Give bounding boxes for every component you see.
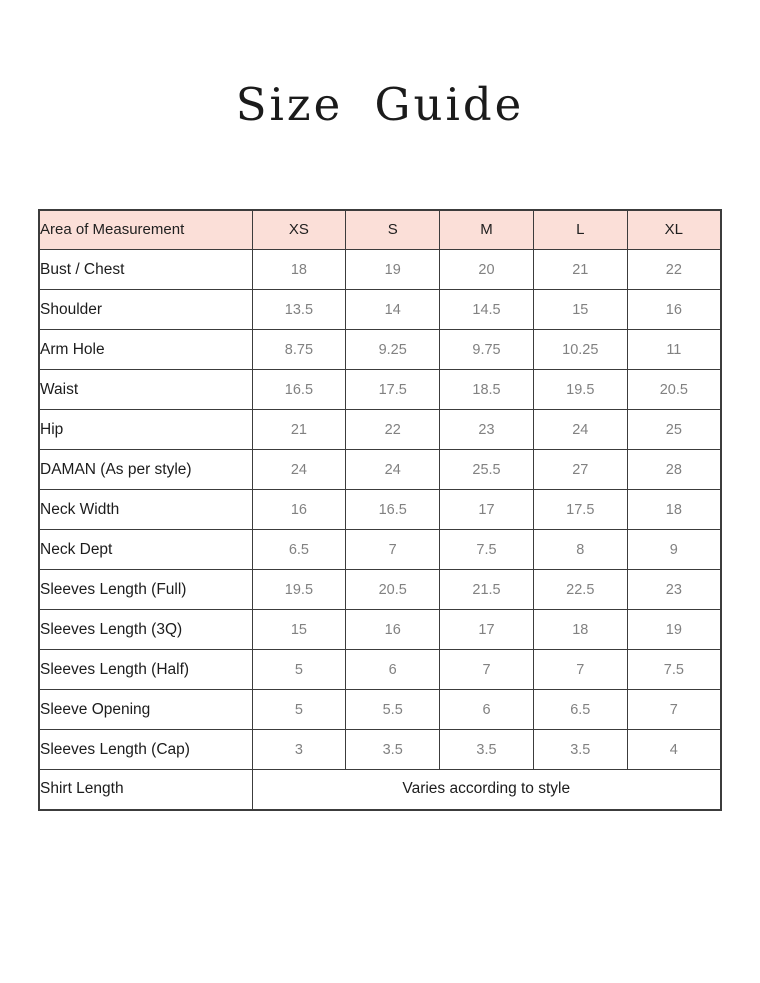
table-row bbox=[39, 330, 721, 370]
measurement-value: 16 bbox=[252, 490, 346, 530]
table-row bbox=[39, 650, 721, 690]
measurement-value: 3 bbox=[252, 730, 346, 770]
measurement-value: 11 bbox=[627, 330, 721, 370]
measurement-value: 21 bbox=[252, 410, 346, 450]
measurement-value: 3.5 bbox=[440, 730, 534, 770]
page-title: Size Guide bbox=[235, 78, 525, 131]
measurement-value: 19.5 bbox=[252, 570, 346, 610]
row-label: Sleeves Length (3Q) bbox=[39, 610, 252, 650]
measurement-value: 20.5 bbox=[627, 370, 721, 410]
measurement-value: 5 bbox=[252, 650, 346, 690]
table-row bbox=[39, 410, 721, 450]
measurement-value: 19 bbox=[346, 250, 440, 290]
measurement-value: 5 bbox=[252, 690, 346, 730]
table-row bbox=[39, 250, 721, 290]
measurement-value: 16 bbox=[346, 610, 440, 650]
measurement-value: 9.75 bbox=[440, 330, 534, 370]
measurement-value: 27 bbox=[533, 450, 627, 490]
measurement-value: 25.5 bbox=[440, 450, 534, 490]
table-row bbox=[39, 610, 721, 650]
header-row bbox=[39, 210, 721, 250]
header-cell-size: L bbox=[533, 210, 627, 250]
measurement-value: 25 bbox=[627, 410, 721, 450]
measurement-value: 24 bbox=[533, 410, 627, 450]
measurement-value: 18.5 bbox=[440, 370, 534, 410]
measurement-value: 6.5 bbox=[252, 530, 346, 570]
measurement-value: 3.5 bbox=[346, 730, 440, 770]
row-label: Bust / Chest bbox=[39, 250, 252, 290]
measurement-value: 20.5 bbox=[346, 570, 440, 610]
measurement-value: 3.5 bbox=[533, 730, 627, 770]
measurement-value: 17.5 bbox=[346, 370, 440, 410]
measurement-value: 7.5 bbox=[627, 650, 721, 690]
measurement-value: 22 bbox=[346, 410, 440, 450]
header-cell-area-of-measurement: Area of Measurement bbox=[39, 210, 252, 250]
measurement-value: 20 bbox=[440, 250, 534, 290]
measurement-value: 17.5 bbox=[533, 490, 627, 530]
measurement-value: 18 bbox=[252, 250, 346, 290]
measurement-value: 4 bbox=[627, 730, 721, 770]
table-row bbox=[39, 450, 721, 490]
row-label: Sleeve Opening bbox=[39, 690, 252, 730]
measurement-value: 22.5 bbox=[533, 570, 627, 610]
row-label: Shirt Length bbox=[39, 770, 252, 810]
measurement-value: 13.5 bbox=[252, 290, 346, 330]
measurement-value: 24 bbox=[252, 450, 346, 490]
header-cell-size: XL bbox=[627, 210, 721, 250]
measurement-value: 22 bbox=[627, 250, 721, 290]
measurement-value: 6.5 bbox=[533, 690, 627, 730]
measurement-value: 5.5 bbox=[346, 690, 440, 730]
measurement-value: 7 bbox=[346, 530, 440, 570]
measurement-value: 16.5 bbox=[346, 490, 440, 530]
row-label: Neck Dept bbox=[39, 530, 252, 570]
table-row bbox=[39, 490, 721, 530]
header-cell-size: XS bbox=[252, 210, 346, 250]
table-row bbox=[39, 730, 721, 770]
measurement-value: 21 bbox=[533, 250, 627, 290]
measurement-value: 6 bbox=[346, 650, 440, 690]
row-label: DAMAN (As per style) bbox=[39, 450, 252, 490]
measurement-value: 9 bbox=[627, 530, 721, 570]
measurement-value: 19 bbox=[627, 610, 721, 650]
measurement-value: 8.75 bbox=[252, 330, 346, 370]
shirt-length-note: Varies according to style bbox=[252, 770, 721, 810]
table-row bbox=[39, 690, 721, 730]
size-guide-page bbox=[0, 76, 760, 811]
table-body bbox=[39, 250, 721, 810]
measurement-value: 9.25 bbox=[346, 330, 440, 370]
header-cell-size: S bbox=[346, 210, 440, 250]
header-cell-size: M bbox=[440, 210, 534, 250]
size-guide-table bbox=[38, 209, 722, 811]
measurement-value: 18 bbox=[627, 490, 721, 530]
row-label: Arm Hole bbox=[39, 330, 252, 370]
measurement-value: 23 bbox=[627, 570, 721, 610]
table-row bbox=[39, 370, 721, 410]
table-row bbox=[39, 530, 721, 570]
measurement-value: 28 bbox=[627, 450, 721, 490]
measurement-value: 16.5 bbox=[252, 370, 346, 410]
measurement-value: 17 bbox=[440, 610, 534, 650]
measurement-value: 7 bbox=[627, 690, 721, 730]
row-label: Sleeves Length (Cap) bbox=[39, 730, 252, 770]
measurement-value: 14.5 bbox=[440, 290, 534, 330]
measurement-value: 15 bbox=[252, 610, 346, 650]
measurement-value: 15 bbox=[533, 290, 627, 330]
table-row-shirt-length bbox=[39, 770, 721, 810]
row-label: Neck Width bbox=[39, 490, 252, 530]
table-header bbox=[39, 210, 721, 250]
row-label: Shoulder bbox=[39, 290, 252, 330]
measurement-value: 7 bbox=[533, 650, 627, 690]
measurement-value: 17 bbox=[440, 490, 534, 530]
measurement-value: 16 bbox=[627, 290, 721, 330]
table-row bbox=[39, 290, 721, 330]
table-row bbox=[39, 570, 721, 610]
measurement-value: 14 bbox=[346, 290, 440, 330]
row-label: Hip bbox=[39, 410, 252, 450]
measurement-value: 8 bbox=[533, 530, 627, 570]
measurement-value: 21.5 bbox=[440, 570, 534, 610]
measurement-value: 18 bbox=[533, 610, 627, 650]
measurement-value: 10.25 bbox=[533, 330, 627, 370]
measurement-value: 19.5 bbox=[533, 370, 627, 410]
row-label: Sleeves Length (Half) bbox=[39, 650, 252, 690]
measurement-value: 7 bbox=[440, 650, 534, 690]
measurement-value: 7.5 bbox=[440, 530, 534, 570]
measurement-value: 6 bbox=[440, 690, 534, 730]
row-label: Sleeves Length (Full) bbox=[39, 570, 252, 610]
measurement-value: 24 bbox=[346, 450, 440, 490]
measurement-value: 23 bbox=[440, 410, 534, 450]
row-label: Waist bbox=[39, 370, 252, 410]
